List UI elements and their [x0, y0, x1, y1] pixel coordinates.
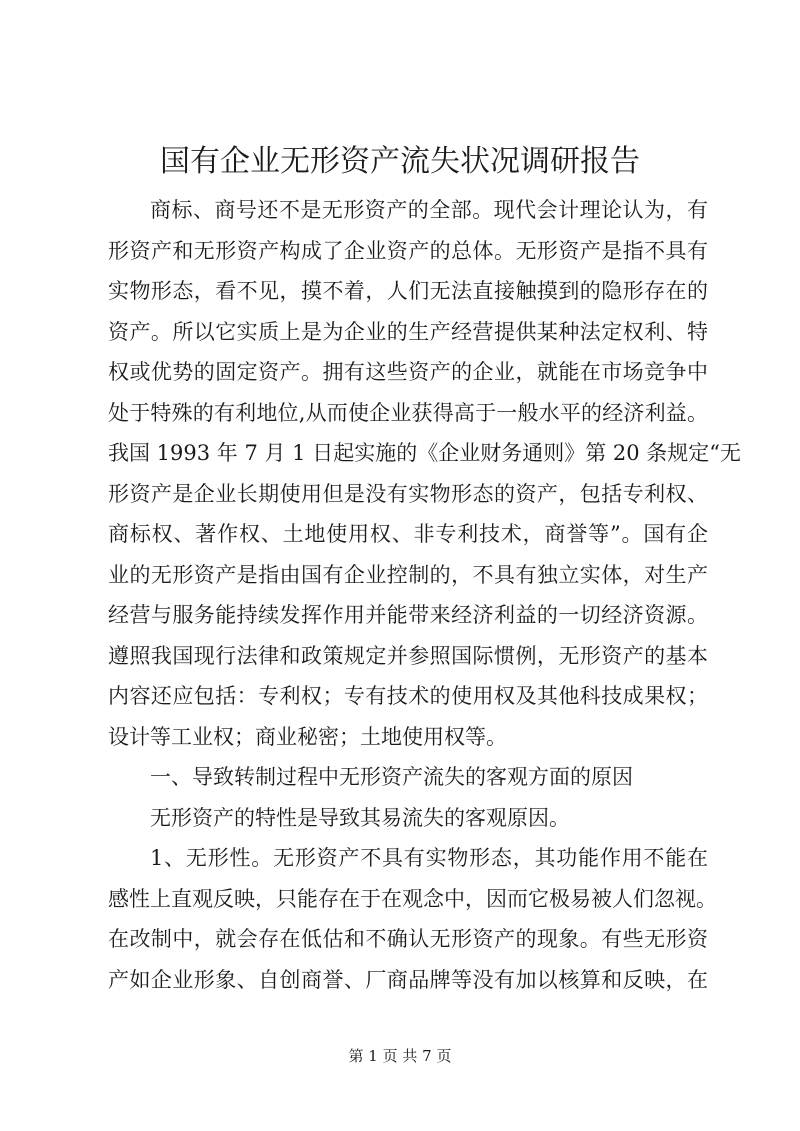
text-line: 权或优势的固定资产。拥有这些资产的企业，就能在市场竞争中 — [108, 360, 708, 384]
text-line: 一、导致转制过程中无形资产流失的客观方面的原因 — [150, 765, 633, 789]
text-line: 内容还应包括：专利权；专有技术的使用权及其他科技成果权； — [108, 684, 708, 708]
text-line: 商标权、著作权、土地使用权、非专利技术，商誉等”。国有企 — [108, 522, 708, 546]
document-title: 国有企业无形资产流失状况调研报告 — [160, 144, 640, 179]
text-line: 处于特殊的有利地位,从而使企业获得高于一般水平的经济利益。 — [108, 400, 708, 425]
text-line: 遵照我国现行法律和政策规定并参照国际惯例，无形资产的基本 — [108, 643, 708, 668]
text-line: 资产。所以它实质上是为企业的生产经营提供某种法定权利、特 — [108, 319, 708, 344]
body-text — [108, 190, 742, 1000]
page-footer: 第 1 页 共 7 页 — [348, 1047, 452, 1065]
text-line: 在改制中，就会存在低估和不确认无形资产的现象。有些无形资 — [108, 927, 708, 951]
text-line: 我国 1993 年 7 月 1 日起实施的《企业财务通则》第 20 条规定“无 — [108, 441, 742, 465]
text-line: 感性上直观反映，只能存在于在观念中，因而它极易被人们忽视。 — [108, 886, 717, 911]
text-line: 无形资产的特性是导致其易流失的客观原因。 — [150, 805, 570, 830]
text-line: 1、无形性。无形资产不具有实物形态，其功能作用不能在 — [150, 846, 708, 870]
text-line: 设计等工业权；商业秘密；土地使用权等。 — [108, 724, 507, 749]
text-line: 业的无形资产是指由国有企业控制的，不具有独立实体，对生产 — [108, 562, 708, 587]
text-line: 形资产和无形资产构成了企业资产的总体。无形资产是指不具有 — [108, 238, 708, 263]
text-line: 产如企业形象、自创商誉、厂商品牌等没有加以核算和反映，在 — [108, 967, 708, 992]
text-line: 形资产是企业长期使用但是没有实物形态的资产，包括专利权、 — [108, 481, 708, 506]
text-line: 实物形态，看不见，摸不着，人们无法直接触摸到的隐形存在的 — [108, 279, 708, 303]
text-line: 经营与服务能持续发挥作用并能带来经济利益的一切经济资源。 — [108, 603, 708, 627]
text-line: 商标、商号还不是无形资产的全部。现代会计理论认为，有 — [150, 198, 708, 222]
